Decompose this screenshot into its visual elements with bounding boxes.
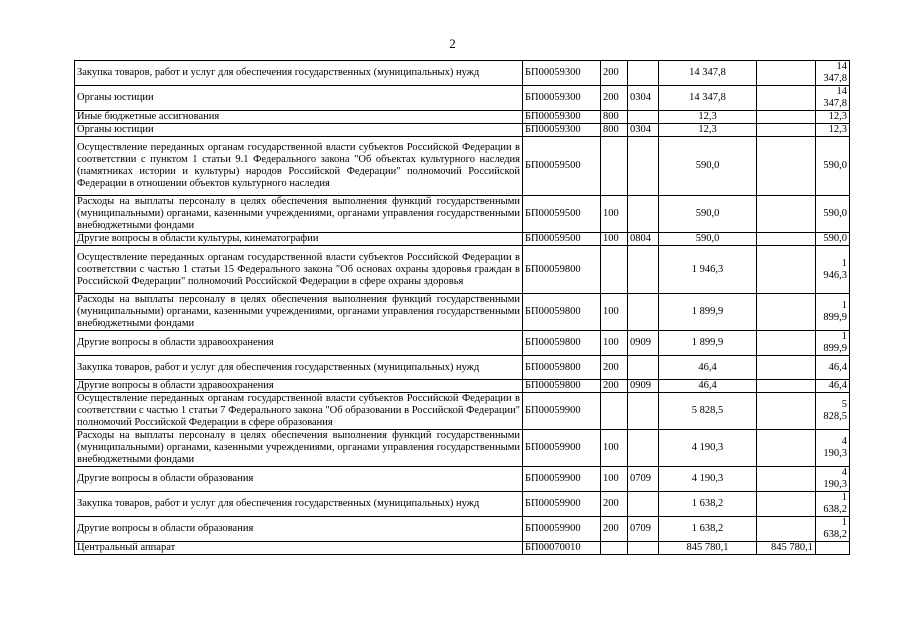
row-expense-type-cell: 100 <box>601 467 628 492</box>
row-section-cell: 0709 <box>628 517 659 542</box>
row-expense-type-cell: 200 <box>601 61 628 86</box>
row-amount-cell: 14 347,8 <box>659 61 757 86</box>
row-code-cell: БП00059300 <box>523 86 601 111</box>
row-section-cell <box>628 111 659 124</box>
row-amount-cell: 590,0 <box>659 196 757 233</box>
row-expense-type-cell: 100 <box>601 233 628 246</box>
row-expense-type-cell: 200 <box>601 86 628 111</box>
row-section-cell: 0709 <box>628 467 659 492</box>
row-section-cell <box>628 356 659 380</box>
row-amount-cell: 590,0 <box>659 233 757 246</box>
row-section-cell: 0909 <box>628 331 659 356</box>
row-code-cell: БП00059900 <box>523 492 601 517</box>
row-name-cell: Закупка товаров, работ и услуг для обеспечения государственных (муниципальных) нужд <box>75 356 523 380</box>
row-amount-cell: 1 638,2 <box>659 492 757 517</box>
table-row <box>75 246 850 294</box>
row-extra-amount-cell <box>757 380 816 393</box>
row-code-cell: БП00059800 <box>523 380 601 393</box>
row-name-cell: Расходы на выплаты персоналу в целях обеспечения выполнения функций государственными (муниципальными) органами, казенными учреждениями, органами управления государственными внебюджетными фондами <box>75 430 523 467</box>
row-section-cell <box>628 61 659 86</box>
row-amount-cell: 1 638,2 <box>659 517 757 542</box>
table-row <box>75 86 850 111</box>
row-expense-type-cell <box>601 137 628 196</box>
row-extra-amount-cell <box>757 233 816 246</box>
row-total-cell: 590,0 <box>816 137 850 196</box>
budget-table-body <box>75 61 850 555</box>
row-code-cell: БП00059900 <box>523 393 601 430</box>
row-expense-type-cell: 800 <box>601 111 628 124</box>
row-total-cell: 590,0 <box>816 196 850 233</box>
row-total-cell: 14 347,8 <box>816 61 850 86</box>
row-name-cell: Другие вопросы в области образования <box>75 467 523 492</box>
row-code-cell: БП00059900 <box>523 517 601 542</box>
table-row <box>75 137 850 196</box>
row-section-cell: 0909 <box>628 380 659 393</box>
row-expense-type-cell: 200 <box>601 492 628 517</box>
row-name-cell: Другие вопросы в области здравоохранения <box>75 380 523 393</box>
row-extra-amount-cell <box>757 86 816 111</box>
row-expense-type-cell <box>601 246 628 294</box>
row-extra-amount-cell <box>757 517 816 542</box>
row-extra-amount-cell <box>757 467 816 492</box>
row-name-cell: Закупка товаров, работ и услуг для обеспечения государственных (муниципальных) нужд <box>75 492 523 517</box>
table-row <box>75 111 850 124</box>
table-row <box>75 393 850 430</box>
table-row <box>75 492 850 517</box>
table-row <box>75 196 850 233</box>
row-extra-amount-cell <box>757 137 816 196</box>
row-amount-cell: 14 347,8 <box>659 86 757 111</box>
row-name-cell: Другие вопросы в области культуры, кинематографии <box>75 233 523 246</box>
row-expense-type-cell: 100 <box>601 196 628 233</box>
table-row <box>75 331 850 356</box>
row-name-cell: Центральный аппарат <box>75 542 523 555</box>
row-code-cell: БП00059300 <box>523 61 601 86</box>
row-amount-cell: 4 190,3 <box>659 430 757 467</box>
row-name-cell: Органы юстиции <box>75 124 523 137</box>
row-total-cell: 5 828,5 <box>816 393 850 430</box>
row-extra-amount-cell <box>757 124 816 137</box>
row-expense-type-cell: 200 <box>601 356 628 380</box>
budget-table <box>74 60 850 555</box>
row-total-cell: 4 190,3 <box>816 467 850 492</box>
row-total-cell: 1 899,9 <box>816 331 850 356</box>
row-amount-cell: 1 899,9 <box>659 294 757 331</box>
row-name-cell: Закупка товаров, работ и услуг для обеспечения государственных (муниципальных) нужд <box>75 61 523 86</box>
row-expense-type-cell <box>601 542 628 555</box>
row-amount-cell: 1 946,3 <box>659 246 757 294</box>
row-total-cell: 1 638,2 <box>816 492 850 517</box>
row-code-cell: БП00059800 <box>523 294 601 331</box>
row-code-cell: БП00059500 <box>523 196 601 233</box>
row-extra-amount-cell <box>757 61 816 86</box>
table-row <box>75 380 850 393</box>
row-code-cell: БП00059300 <box>523 111 601 124</box>
row-name-cell: Осуществление переданных органам государственной власти субъектов Российской Федерации в соответствии с частью 1 статьи 7 Федерального закона "Об образовании в Российской Федерации" полномочий Российской Федерации в сфере образования <box>75 393 523 430</box>
row-name-cell: Осуществление переданных органам государственной власти субъектов Российской Федерации в соответствии с пунктом 1 статьи 9.1 Федерального закона "Об объектах культурного наследия (памятниках истории и культуры) народов Российской Федерации" полномочий Российской Федерации в отношении объектов культурного наследия <box>75 137 523 196</box>
row-code-cell: БП00059900 <box>523 467 601 492</box>
row-name-cell: Иные бюджетные ассигнования <box>75 111 523 124</box>
row-expense-type-cell: 100 <box>601 331 628 356</box>
row-section-cell <box>628 294 659 331</box>
row-total-cell: 590,0 <box>816 233 850 246</box>
row-section-cell: 0304 <box>628 86 659 111</box>
row-expense-type-cell <box>601 393 628 430</box>
row-total-cell: 1 638,2 <box>816 517 850 542</box>
row-name-cell: Другие вопросы в области образования <box>75 517 523 542</box>
row-section-cell <box>628 246 659 294</box>
row-section-cell: 0804 <box>628 233 659 246</box>
table-row <box>75 356 850 380</box>
row-amount-cell: 4 190,3 <box>659 467 757 492</box>
row-expense-type-cell: 800 <box>601 124 628 137</box>
row-amount-cell: 12,3 <box>659 111 757 124</box>
table-row <box>75 542 850 555</box>
row-section-cell <box>628 196 659 233</box>
row-total-cell: 14 347,8 <box>816 86 850 111</box>
row-total-cell: 46,4 <box>816 356 850 380</box>
row-expense-type-cell: 200 <box>601 380 628 393</box>
row-section-cell <box>628 492 659 517</box>
row-total-cell: 1 899,9 <box>816 294 850 331</box>
table-row <box>75 517 850 542</box>
table-row <box>75 294 850 331</box>
row-extra-amount-cell <box>757 492 816 517</box>
row-name-cell: Расходы на выплаты персоналу в целях обеспечения выполнения функций государственными (муниципальными) органами, казенными учреждениями, органами управления государственными внебюджетными фондами <box>75 294 523 331</box>
row-extra-amount-cell <box>757 294 816 331</box>
row-name-cell: Органы юстиции <box>75 86 523 111</box>
row-total-cell: 4 190,3 <box>816 430 850 467</box>
table-row <box>75 233 850 246</box>
row-extra-amount-cell <box>757 430 816 467</box>
row-code-cell: БП00059900 <box>523 430 601 467</box>
row-expense-type-cell: 100 <box>601 430 628 467</box>
page-number: 2 <box>449 36 456 51</box>
table-row <box>75 467 850 492</box>
row-extra-amount-cell <box>757 196 816 233</box>
row-extra-amount-cell <box>757 111 816 124</box>
row-section-cell <box>628 393 659 430</box>
row-code-cell: БП00059800 <box>523 356 601 380</box>
row-extra-amount-cell <box>757 331 816 356</box>
row-expense-type-cell: 100 <box>601 294 628 331</box>
table-row <box>75 61 850 86</box>
row-code-cell: БП00059300 <box>523 124 601 137</box>
row-amount-cell: 845 780,1 <box>659 542 757 555</box>
table-row <box>75 430 850 467</box>
row-section-cell <box>628 430 659 467</box>
table-row <box>75 124 850 137</box>
row-amount-cell: 5 828,5 <box>659 393 757 430</box>
row-extra-amount-cell: 845 780,1 <box>757 542 816 555</box>
row-extra-amount-cell <box>757 246 816 294</box>
row-section-cell <box>628 137 659 196</box>
row-name-cell: Осуществление переданных органам государственной власти субъектов Российской Федерации в соответствии с частью 1 статьи 15 Федерального закона "Об основах охраны здоровья граждан в Российской Федерации" полномочий Российской Федерации в сфере охраны здоровья <box>75 246 523 294</box>
row-amount-cell: 1 899,9 <box>659 331 757 356</box>
row-total-cell: 1 946,3 <box>816 246 850 294</box>
row-total-cell: 46,4 <box>816 380 850 393</box>
row-total-cell: 12,3 <box>816 124 850 137</box>
row-extra-amount-cell <box>757 393 816 430</box>
row-total-cell <box>816 542 850 555</box>
row-amount-cell: 46,4 <box>659 380 757 393</box>
row-name-cell: Другие вопросы в области здравоохранения <box>75 331 523 356</box>
row-code-cell: БП00070010 <box>523 542 601 555</box>
row-amount-cell: 12,3 <box>659 124 757 137</box>
row-code-cell: БП00059800 <box>523 246 601 294</box>
row-code-cell: БП00059800 <box>523 331 601 356</box>
row-code-cell: БП00059500 <box>523 137 601 196</box>
row-amount-cell: 46,4 <box>659 356 757 380</box>
row-expense-type-cell: 200 <box>601 517 628 542</box>
row-section-cell: 0304 <box>628 124 659 137</box>
row-total-cell: 12,3 <box>816 111 850 124</box>
row-code-cell: БП00059500 <box>523 233 601 246</box>
row-amount-cell: 590,0 <box>659 137 757 196</box>
row-section-cell <box>628 542 659 555</box>
row-name-cell: Расходы на выплаты персоналу в целях обеспечения выполнения функций государственными (муниципальными) органами, казенными учреждениями, органами управления государственными внебюджетными фондами <box>75 196 523 233</box>
row-extra-amount-cell <box>757 356 816 380</box>
